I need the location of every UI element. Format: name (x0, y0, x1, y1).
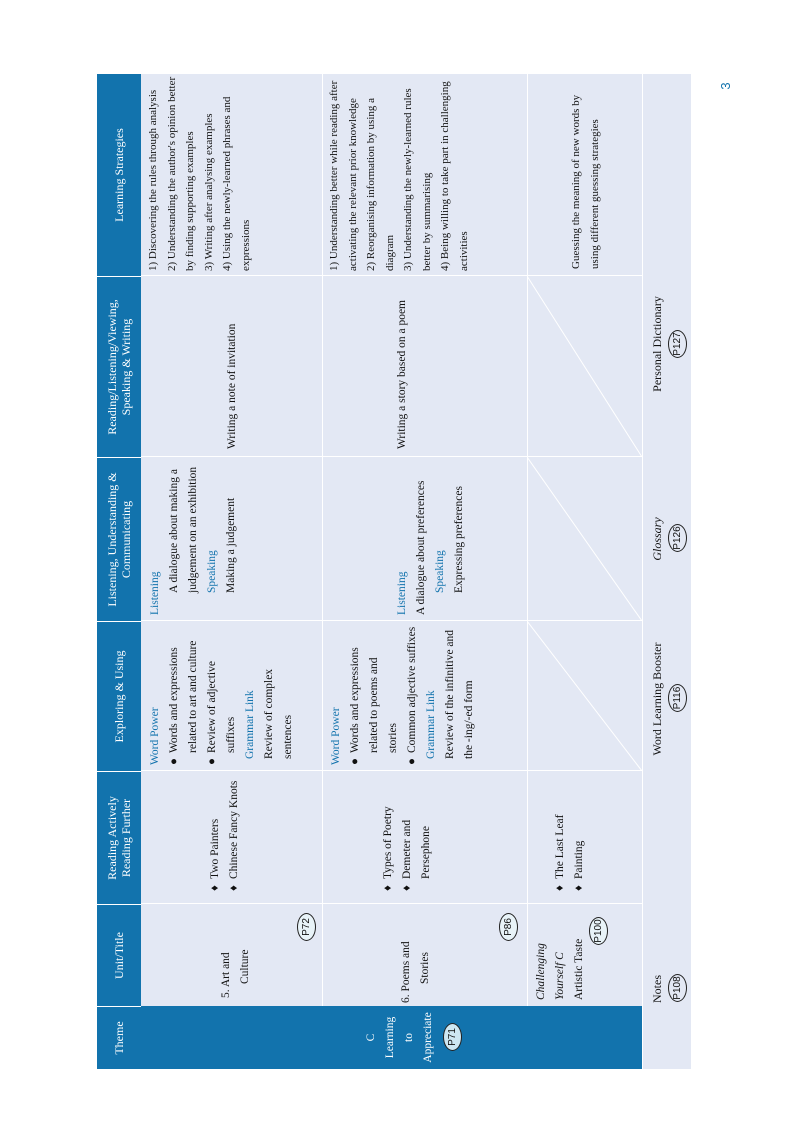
strategy-item: 1) Discovering the rules through analysis (147, 89, 159, 271)
unit6-reading-list (379, 777, 436, 891)
list-item: ● Words and expressions related to poems and stories (349, 647, 399, 765)
unit6-listening-cell (393, 461, 469, 615)
footer-word-booster[interactable] (650, 609, 665, 789)
list-item: ♦ Types of Poetry (382, 806, 394, 891)
speaking-label: Speaking (206, 550, 218, 593)
unit6-exploring-cell (327, 625, 479, 765)
strategy-item: 2) Reorganising information by using a diagram (365, 97, 396, 271)
strategy-item: 2) Understanding the author's opinion better by finding supporting examples (165, 76, 196, 271)
list-item: ♦ The Last Leaf (554, 814, 566, 891)
strategy-item: 3) Understanding the newly-learned rules better by summarising (402, 88, 433, 271)
unit6-title-line1: 6. Poems and (400, 941, 412, 1003)
grammar-link-label: Grammar Link (425, 690, 437, 759)
unit5-page-badge: P72 (297, 913, 316, 941)
unit5-listening-cell (146, 461, 241, 615)
word-power-label: Word Power (330, 707, 342, 765)
table-frame (97, 74, 691, 1069)
syllabus-table (97, 74, 691, 1069)
list-item: ♦ Demeter and Persephone (401, 819, 432, 891)
speaking-text: Expressing preferences (453, 486, 465, 593)
list-item: ♦ Two Painters (209, 818, 221, 891)
row-divider (642, 74, 643, 1069)
unit5-title-line2: Culture (239, 949, 251, 984)
empty-cell-diagonal (527, 621, 642, 771)
grammar-link-label: Grammar Link (244, 690, 256, 759)
footer-glossary-badge[interactable]: P126 (668, 524, 687, 552)
challenge-strategies: Guessing the meaning of new words by using different guessing strategies (570, 94, 601, 269)
list-item: ♦ Chinese Fancy Knots (228, 780, 240, 891)
unit5-reading-list (206, 777, 244, 891)
unit6-writing: Writing a story based on a poem (396, 299, 408, 449)
word-power-list (346, 625, 422, 765)
header-exploring: Exploring & Using (97, 621, 141, 771)
page-number: 3 (718, 82, 733, 90)
theme-line2: to (403, 1033, 415, 1042)
challenge-line1: Challenging (535, 943, 547, 1000)
listening-label: Listening (149, 571, 161, 615)
challenge-line2: Yourself C (554, 952, 566, 1000)
unit5-strategies (144, 75, 255, 271)
theme-letter: C (365, 1033, 377, 1042)
strategy-item: 3) Writing after analysing examples (202, 113, 215, 271)
challenge-reading-list (551, 777, 589, 891)
strategy-item: 4) Using the newly-learned phrases and expressions (221, 96, 252, 271)
word-power-list (165, 625, 241, 765)
footer-glossary-label: Glossary (650, 517, 664, 561)
header-reading: Reading Actively Reading Further (97, 771, 141, 904)
unit5-writing: Writing a note of invitation (226, 323, 238, 449)
strategy-item: 4) Being willing to take part in challenging activities (439, 81, 470, 271)
unit5-title-line1: 5. Art and (220, 952, 232, 998)
empty-cell-diagonal (527, 457, 642, 621)
footer-word-booster-badge[interactable]: P116 (668, 684, 687, 712)
list-item: ♦ Painting (573, 840, 585, 891)
grammar-link-text: Review of the infinitive and the -ing/-ed form (444, 629, 475, 759)
listening-text: A dialogue about making a judgement on an exhibition (168, 466, 199, 593)
footer-glossary[interactable] (650, 489, 665, 589)
footer-personal-dictionary[interactable] (650, 254, 665, 434)
strategy-item: 1) Understanding better while reading after activating the relevant prior knowledge (328, 80, 359, 271)
empty-cell-diagonal (527, 276, 642, 457)
word-power-label: Word Power (149, 707, 161, 765)
challenge-line3: Artistic Taste (573, 938, 585, 1000)
list-item: ● Review of adjective suffixes (206, 661, 237, 765)
list-item: ● Common adjective suffixes (406, 626, 418, 765)
list-item: ● Words and expressions related to art and culture (168, 640, 199, 765)
listening-text: A dialogue about preferences (415, 480, 427, 615)
unit6-page-badge: P86 (499, 913, 518, 941)
unit6-strategies (325, 75, 473, 271)
header-unit: Unit/Title (97, 904, 141, 1006)
theme-line1: Learning (384, 1016, 396, 1059)
header-strategies: Learning Strategies (97, 74, 141, 276)
footer-word-booster-label: Word Learning Booster (650, 642, 664, 756)
unit5-exploring-cell (146, 625, 298, 765)
footer-notes[interactable] (650, 909, 665, 1069)
footer-personal-dictionary-label: Personal Dictionary (650, 296, 664, 392)
footer-notes-badge[interactable]: P108 (668, 974, 687, 1002)
challenge-page-badge: P100 (589, 917, 608, 945)
row-divider (322, 74, 323, 1006)
col-divider (141, 903, 642, 904)
theme-line3: Appreciate (422, 1012, 434, 1063)
header-theme: Theme (97, 1006, 141, 1069)
theme-page-badge: P71 (443, 1023, 462, 1051)
footer-notes-label: Notes (650, 975, 664, 1003)
grammar-link-text: Review of complex sentences (263, 668, 294, 759)
speaking-text: Making a judgement (225, 497, 237, 593)
header-rlvsw: Reading/Listening/Viewing, Speaking & Writing (97, 276, 141, 457)
unit6-title-line2: Stories (419, 952, 431, 984)
speaking-label: Speaking (434, 550, 446, 593)
listening-label: Listening (396, 571, 408, 615)
footer-personal-dictionary-badge[interactable]: P127 (668, 330, 687, 358)
header-listening: Listening, Understanding & Communicating (97, 457, 141, 621)
